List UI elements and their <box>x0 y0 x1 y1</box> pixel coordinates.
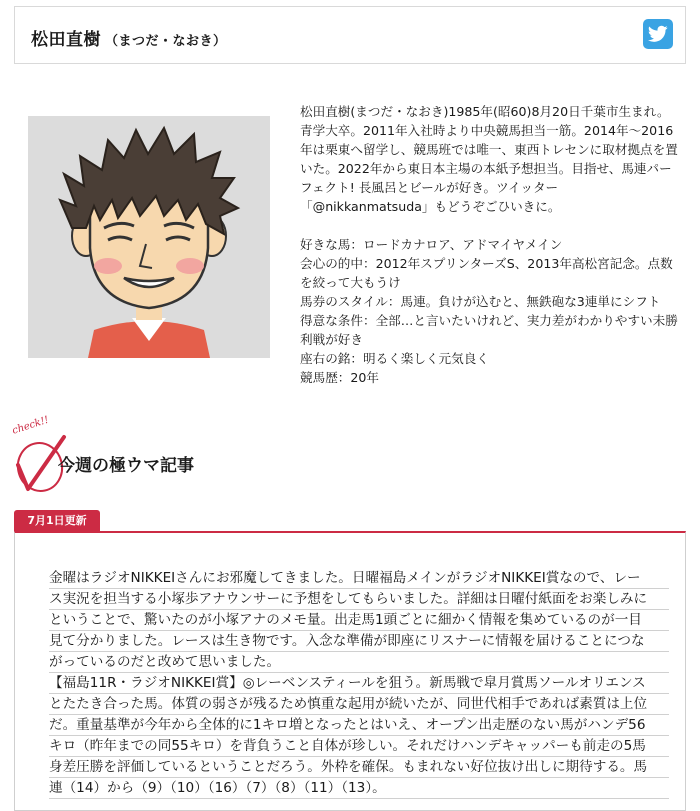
bio-detail: 座右の銘：明るく楽しく元気良く <box>300 351 489 366</box>
article-line: キロ（昨年までの同55キロ）を背負うこと自体が珍しい。それだけハンデキャッパーも前走の5馬 <box>49 736 669 757</box>
author-name-kana: （まつだ・なおき） <box>105 34 227 49</box>
article-line: とたたき合った馬。体質の弱さが残るため慎重な起用が続いたが、同世代相手であれば素質は上位 <box>49 694 669 715</box>
profile-header <box>14 6 686 64</box>
twitter-icon[interactable] <box>643 19 673 49</box>
article-body <box>49 568 669 799</box>
check-label: check!! <box>10 414 51 437</box>
bio-line: 「@nikkanmatsuda」もどうぞごひいきに。 <box>300 199 561 214</box>
bio-line: 松田直樹(まつだ・なおき)1985年(昭60)8月20日千葉市生まれ。 <box>300 104 670 119</box>
article-line: ということで、驚いたのが小塚アナのメモ量。出走馬1頭ごとに細かく情報を集めているのが一目 <box>49 610 669 631</box>
author-bio <box>300 102 690 387</box>
article-line: 身差圧勝を評価しているということだろう。外枠を確保。もまれない好位抜け出しに期待する。馬 <box>49 757 669 778</box>
bio-line: フェクト! 長風呂とビールが好き。ツイッター <box>300 180 559 195</box>
author-name <box>31 25 227 50</box>
bio-line: 年は栗東へ留学し、競馬班では唯一、東西トレセンに取材拠点を置 <box>300 142 678 157</box>
author-name-text: 松田直樹 <box>31 30 101 50</box>
bio-line: いた。2022年から東日本主場の本紙予想担当。目指せ、馬連パー <box>300 161 672 176</box>
section-title: 今週の極ウマ記事 <box>58 456 194 476</box>
bio-detail: 得意な条件：全部…と言いたいけれど、実力差がわかりやすい未勝 <box>300 313 678 328</box>
author-avatar <box>28 116 270 358</box>
bio-detail: を絞って大もうけ <box>300 275 401 290</box>
bio-detail: 会心の的中：2012年スプリンターズS、2013年高松宮記念。点数 <box>300 256 673 271</box>
article-line: がっているのだと改めて思いました。 <box>49 652 669 673</box>
article-line: 連（14）から（9）（10）（16）（7）（8）（11）（13）。 <box>49 778 669 799</box>
article-line: ス実況を担当する小塚歩アナウンサーに予想をしてもらいました。詳細は日曜付紙面をお楽しみに <box>49 589 669 610</box>
article-line: 見て分かりました。レースは生き物です。入念な準備が即座にリスナーに情報を届けることにつな <box>49 631 669 652</box>
update-badge: 7月1日更新 <box>14 510 100 531</box>
bio-detail: 好きな馬：ロードカナロア、アドマイヤメイン <box>300 237 563 252</box>
article-line: 金曜はラジオNIKKEIさんにお邪魔してきました。日曜福島メインがラジオNIKKEI賞なので、レー <box>49 568 669 589</box>
bio-detail: 競馬歴：20年 <box>300 370 379 385</box>
article-line: だ。重量基準が今年から全体的に1キロ増となったとはいえ、オープン出走歴のない馬がハンデ56 <box>49 715 669 736</box>
bio-detail: 利戦が好き <box>300 332 363 347</box>
article-line: 【福島11R・ラジオNIKKEI賞】◎レーベンスティールを狙う。新馬戦で皐月賞馬ソールオリエンス <box>49 673 669 694</box>
bio-line: 青学大卒。2011年入社時より中央競馬担当一筋。2014年～2016 <box>300 123 674 138</box>
bio-detail: 馬券のスタイル：馬連。負けが込むと、無鉄砲な3連単にシフト <box>300 294 661 309</box>
